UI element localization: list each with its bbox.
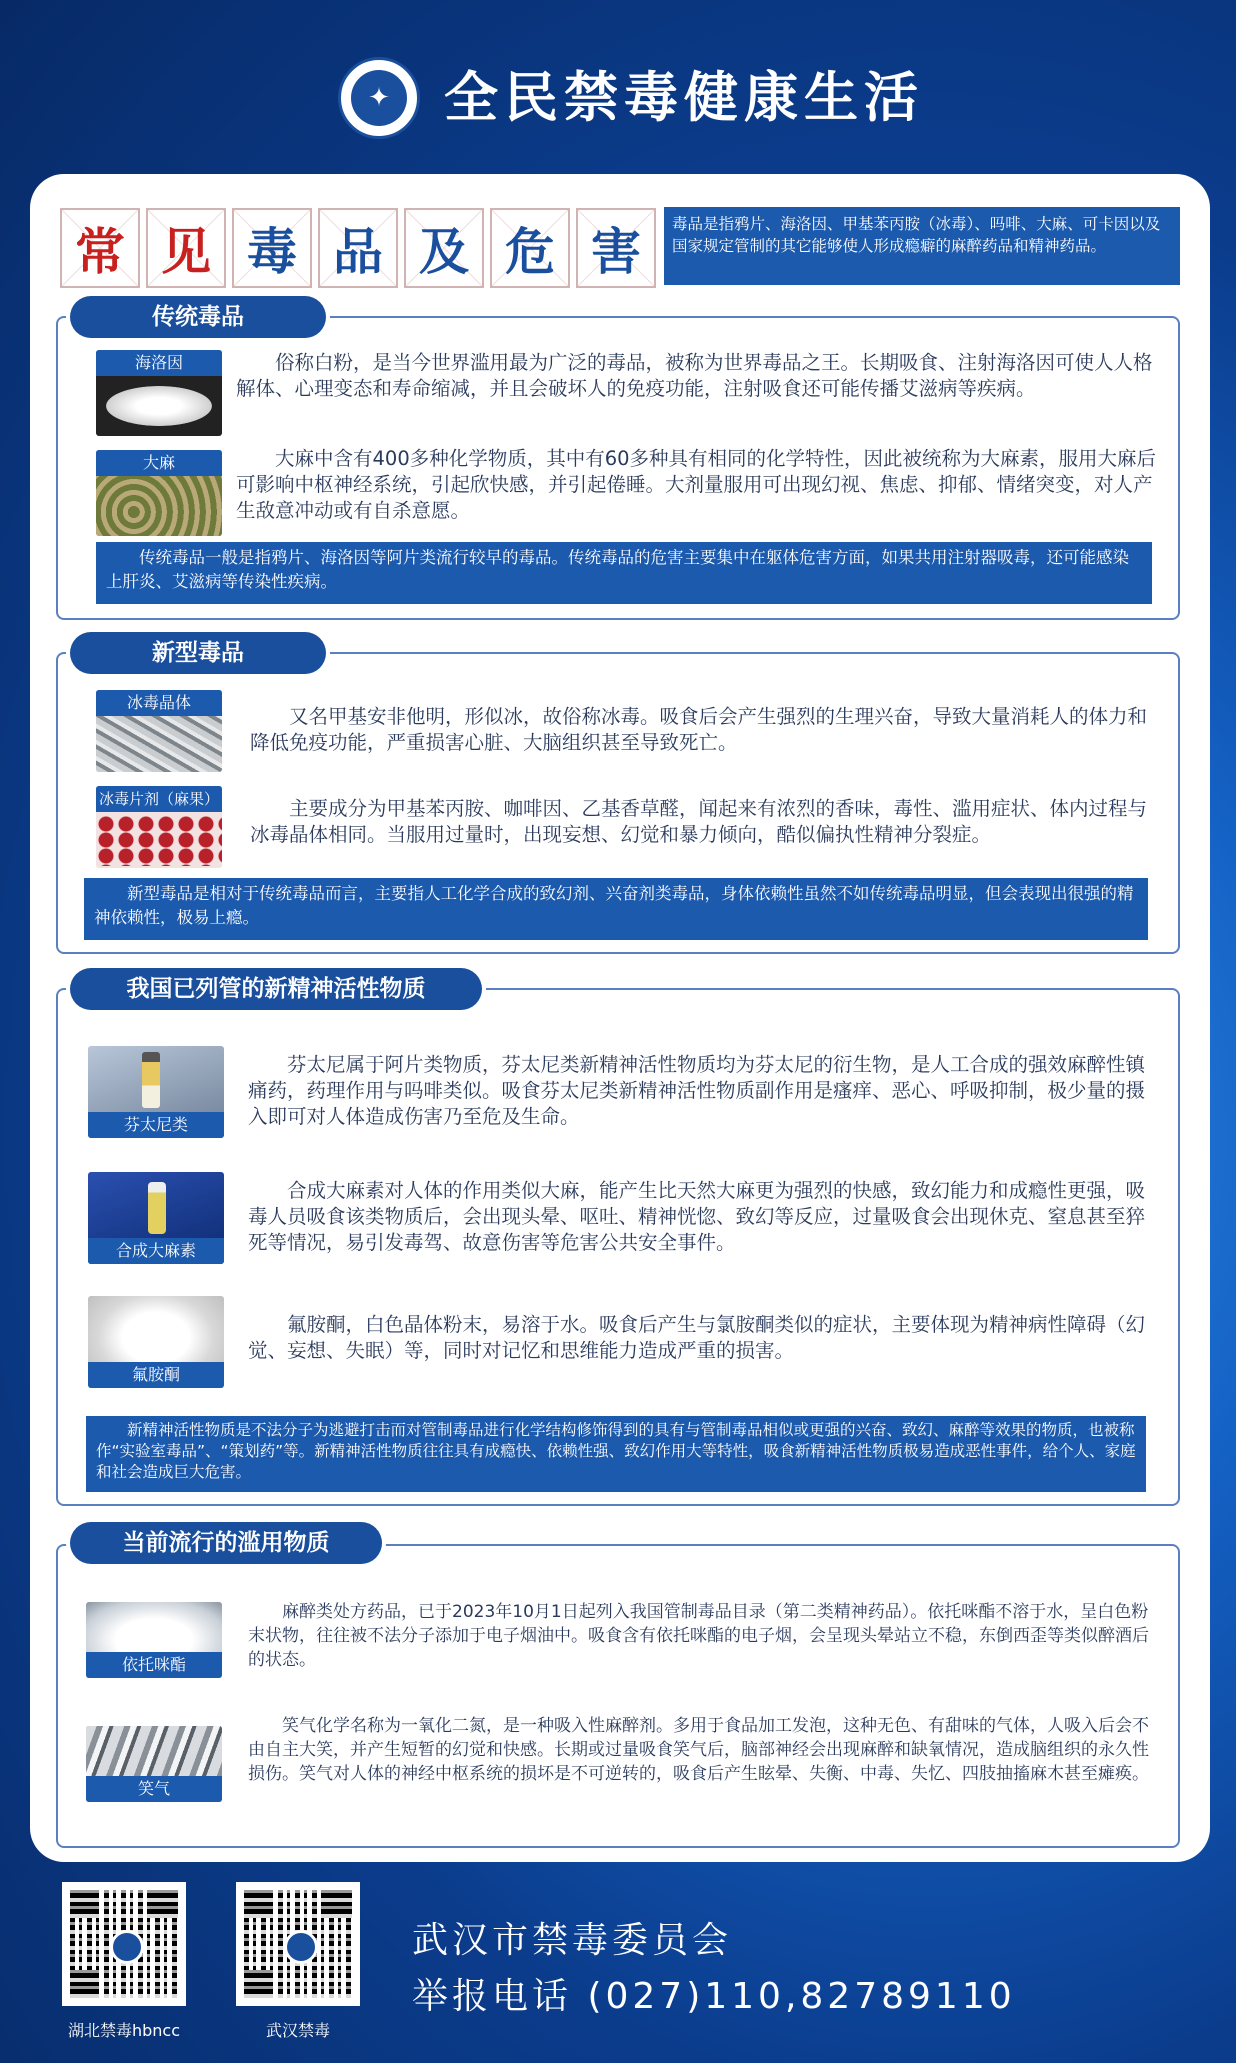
item-label: 冰毒晶体: [96, 690, 222, 716]
nitrous-oxide-image: [86, 1726, 222, 1802]
item-text: 笑气化学名称为一氧化二氮，是一种吸入性麻醉剂。多用于食品加工发泡，这种无色、有甜味的气体，人吸入后会不由自主大笑，并产生短暂的幻觉和快感。长期或过量吸食笑气后，脑部神经会出现麻醉和缺氧情况，造成脑组织的永久性损伤。笑气对人体的神经中枢系统的损坏是不可逆转的，吸食后产生眩晕、失衡、中毒、失忆、四肢抽搐麻木甚至瘫痪。: [248, 1716, 1149, 1784]
item-text: 麻醉类处方药品，已于2023年10月1日起列入我国管制毒品目录（第二类精神药品）。依托咪酯不溶于水，呈白色粉末状物，往往被不法分子添加于电子烟油中。吸食含有依托咪酯的电子烟，会呈现头晕站立不稳，东倒西歪等类似醉酒后的状态。: [248, 1602, 1149, 1670]
qr-code-wuhan[interactable]: [236, 1882, 360, 2006]
heading-char: 见: [146, 208, 226, 288]
heading-char: 毒: [232, 208, 312, 288]
item-label: 合成大麻素: [88, 1238, 224, 1264]
heading-char: 危: [490, 208, 570, 288]
section-summary: 传统毒品一般是指鸦片、海洛因等阿片类流行较早的毒品。传统毒品的危害主要集中在躯体危害方面，如果共用注射器吸毒，还可能感染上肝炎、艾滋病等传染性疾病。: [96, 542, 1152, 604]
heading-char: 常: [60, 208, 140, 288]
heading-char: 及: [404, 208, 484, 288]
item-text: 合成大麻素对人体的作用类似大麻，能产生比天然大麻更为强烈的快感，致幻能力和成瘾性更强，吸毒人员吸食该类物质后，会出现头晕、呕吐、精神恍惚、致幻等反应，过量吸食会出现休克、窒息甚至猝死等情况，易引发毒驾、故意伤害等危害公共安全事件。: [248, 1179, 1146, 1254]
item-label: 冰毒片剂（麻果）: [96, 786, 222, 812]
heading-char: 害: [576, 208, 656, 288]
cannabis-image: [96, 450, 222, 536]
meth-crystal-image: [96, 690, 222, 772]
synthetic-cannabinoid-image: [88, 1172, 224, 1264]
item-label: 大麻: [96, 450, 222, 476]
section-summary: 新精神活性物质是不法分子为逃避打击而对管制毒品进行化学结构修饰得到的具有与管制毒品相似或更强的兴奋、致幻、麻醉等效果的物质，也被称作“实验室毒品”、“策划药”等。新精神活性物质往往具有成瘾快、依赖性强、致幻作用大等特性，吸食新精神活性物质极易造成恶性事件，给个人、家庭和社会造成巨大危害。: [86, 1416, 1146, 1492]
section-title: 我国已列管的新精神活性物质: [70, 968, 482, 1010]
qr-code-hubei[interactable]: [62, 1882, 186, 2006]
heading-char: 品: [318, 208, 398, 288]
section-title: 传统毒品: [70, 296, 326, 338]
meth-tablet-image: [96, 786, 222, 868]
hotline: 举报电话 (027)110,82789110: [412, 1976, 1016, 2017]
item-text: 大麻中含有400多种化学物质，其中有60多种具有相同的化学特性，因此被统称为大麻素，服用大麻后可影响中枢神经系统，引起欣快感，并引起倦睡。大剂量服用可出现幻视、焦虑、抑郁、情绪突变，对人产生敌意冲动或有自杀意愿。: [236, 447, 1157, 522]
item-text: 主要成分为甲基苯丙胺、咖啡因、乙基香草醛，闻起来有浓烈的香味，毒性、滥用症状、体内过程与冰毒晶体相同。当服用过量时，出现妄想、幻觉和暴力倾向，酷似偏执性精神分裂症。: [250, 797, 1148, 846]
page-title: 全民禁毒健康生活: [444, 66, 924, 129]
item-text: 俗称白粉，是当今世界滥用最为广泛的毒品，被称为世界毒品之王。长期吸食、注射海洛因可使人人格解体、心理变态和寿命缩减，并且会破坏人的免疫功能，注射吸食还可能传播艾滋病等疾病。: [236, 351, 1153, 400]
fluorexetamine-image: [88, 1296, 224, 1388]
item-label: 海洛因: [96, 350, 222, 376]
item-text: 芬太尼属于阿片类物质，芬太尼类新精神活性物质均为芬太尼的衍生物，是人工合成的强效麻醉性镇痛药，药理作用与吗啡类似。吸食芬太尼类新精神活性物质副作用是瘙痒、恶心、呼吸抑制，极少量的摄入即可对人体造成伤害乃至危及生命。: [248, 1053, 1146, 1128]
item-text: 又名甲基安非他明，形似冰，故俗称冰毒。吸食后会产生强烈的生理兴奋，导致大量消耗人的体力和降低免疫功能，严重损害心脏、大脑组织甚至导致死亡。: [250, 705, 1148, 754]
section-title: 新型毒品: [70, 632, 326, 674]
section-title: 当前流行的滥用物质: [70, 1522, 382, 1564]
item-label: 芬太尼类: [88, 1112, 224, 1138]
fentanyl-image: [88, 1046, 224, 1138]
etomidate-image: [86, 1602, 222, 1678]
intro-text: 毒品是指鸦片、海洛因、甲基苯丙胺（冰毒）、吗啡、大麻、可卡因以及国家规定管制的其它能够使人形成瘾癖的麻醉药品和精神药品。: [664, 207, 1180, 285]
heroin-image: [96, 350, 222, 436]
item-label: 氟胺酮: [88, 1362, 224, 1388]
item-label: 笑气: [86, 1776, 222, 1802]
item-text: 氟胺酮，白色晶体粉末，易溶于水。吸食后产生与氯胺酮类似的症状，主要体现为精神病性障碍（幻觉、妄想、失眠）等，同时对记忆和思维能力造成严重的损害。: [248, 1313, 1146, 1362]
item-label: 依托咪酯: [86, 1652, 222, 1678]
qr-label: 武汉禁毒: [265, 2021, 330, 2040]
organization-name: 武汉市禁毒委员会: [412, 1920, 733, 1961]
section-summary: 新型毒品是相对于传统毒品而言，主要指人工化学合成的致幻剂、兴奋剂类毒品，身体依赖性虽然不如传统毒品明显，但会表现出很强的精神依赖性，极易上瘾。: [84, 878, 1148, 940]
qr-label: 湖北禁毒hbncc: [67, 2021, 181, 2040]
section-current: [56, 1544, 1180, 1848]
anti-drug-emblem-icon: ✦: [338, 57, 420, 139]
